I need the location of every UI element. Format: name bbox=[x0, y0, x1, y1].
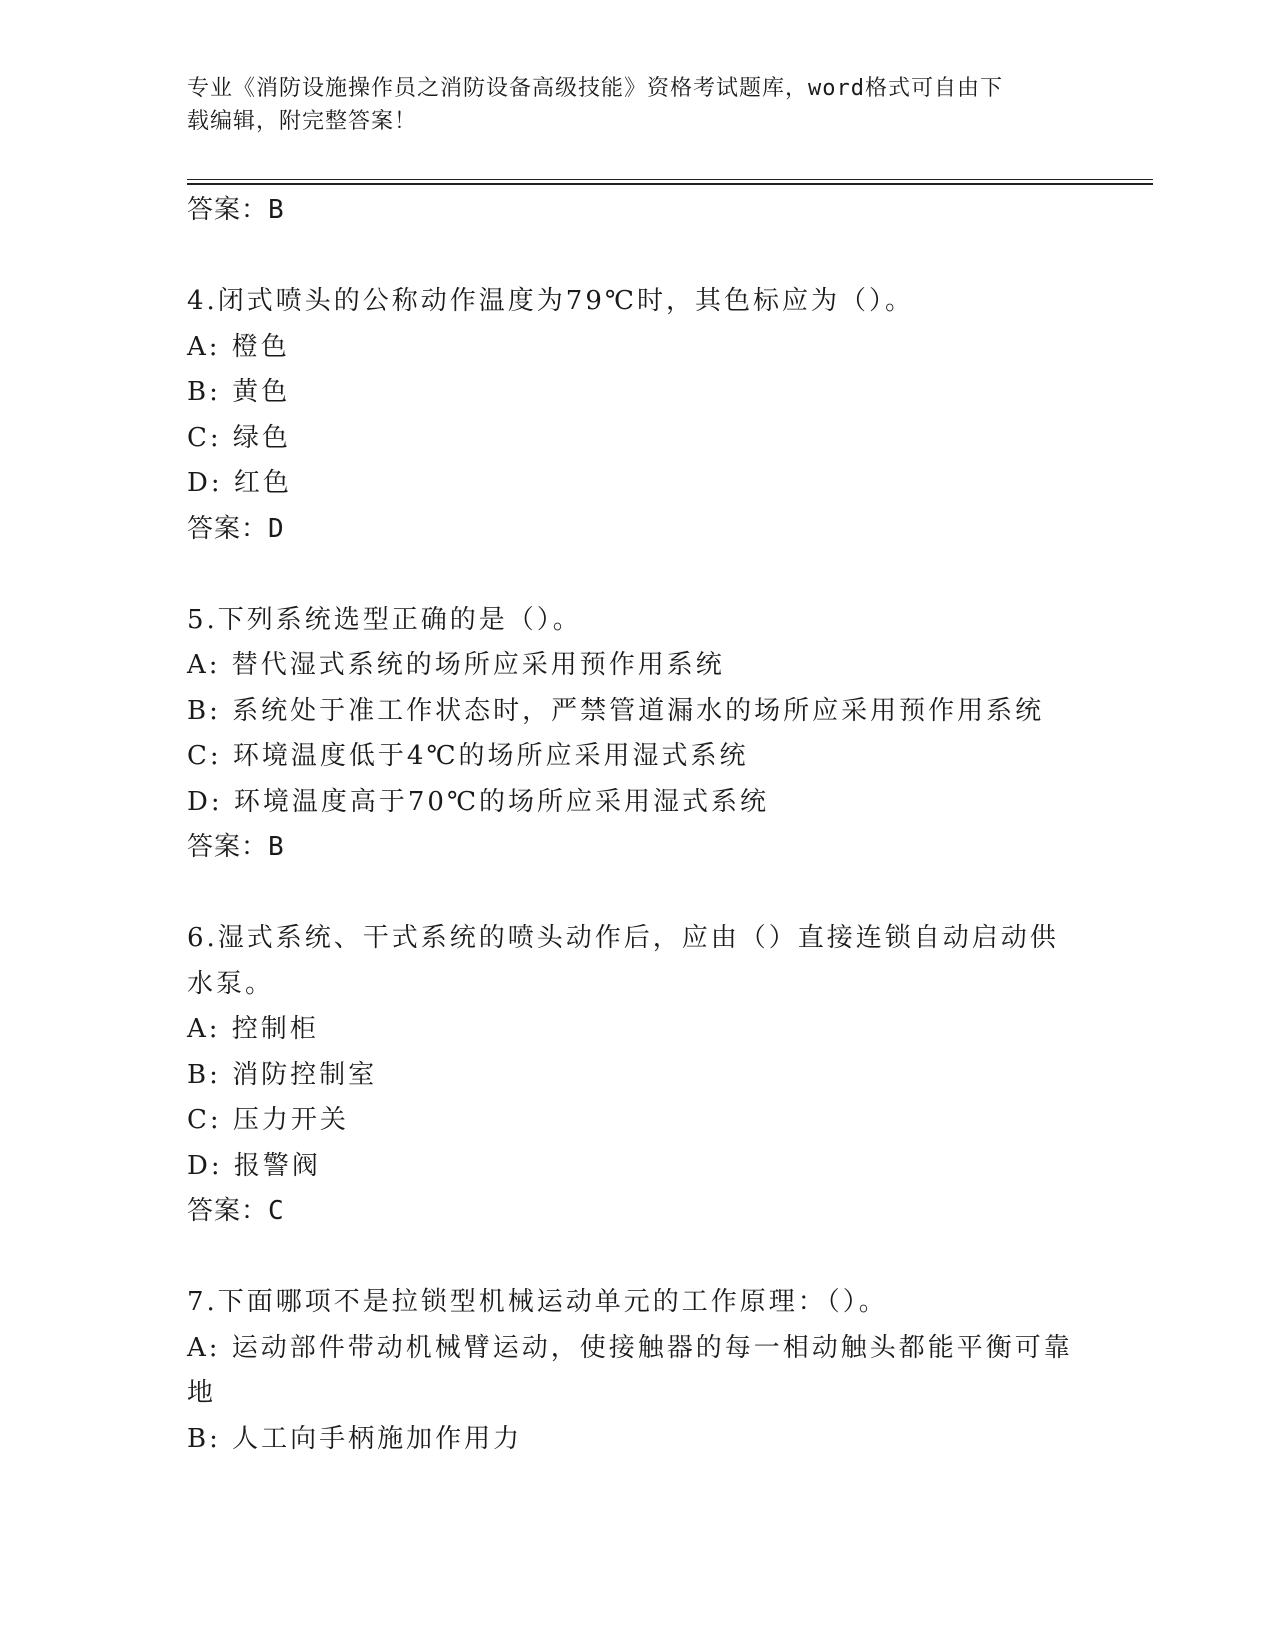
document-header bbox=[187, 72, 1067, 138]
option-d: D: 红色 bbox=[187, 468, 292, 498]
option-b: B: 人工向手柄施加作用力 bbox=[187, 1423, 523, 1454]
question-stem: 7.下面哪项不是拉锁型机械运动单元的工作原理：（）。 bbox=[187, 1287, 888, 1317]
spacer bbox=[187, 871, 1087, 917]
question-stem-line-2: 水泵。 bbox=[187, 968, 275, 999]
option-b: B: 黄色 bbox=[187, 377, 291, 407]
spacer bbox=[187, 1235, 1087, 1281]
previous-answer: 答案：B bbox=[187, 195, 285, 225]
header-line-2: 载编辑，附完整答案！ bbox=[187, 109, 418, 134]
question-stem: 4.闭式喷头的公称动作温度为79℃时，其色标应为（）。 bbox=[187, 286, 914, 316]
option-b: B: 系统处于准工作状态时，严禁管道漏水的场所应采用预作用系统 bbox=[187, 695, 1045, 726]
option-b: B: 消防控制室 bbox=[187, 1059, 378, 1090]
option-a: A: 控制柜 bbox=[187, 1014, 319, 1044]
answer-line: 答案：C bbox=[187, 1196, 285, 1226]
option-c: C: 环境温度低于4℃的场所应采用湿式系统 bbox=[187, 741, 749, 771]
option-a: A: 替代湿式系统的场所应采用预作用系统 bbox=[187, 650, 725, 680]
option-a: A: 橙色 bbox=[187, 331, 290, 362]
question-6 bbox=[187, 916, 1087, 1235]
question-7 bbox=[187, 1280, 1087, 1462]
question-stem-line-1: 6.湿式系统、干式系统的喷头动作后，应由（）直接连锁自动启动供 bbox=[187, 923, 1059, 953]
question-list bbox=[187, 188, 1087, 1462]
header-divider-thick bbox=[187, 183, 1153, 185]
option-c: C: 压力开关 bbox=[187, 1105, 349, 1135]
answer-line: 答案：B bbox=[187, 832, 285, 862]
option-d: D: 环境温度高于70℃的场所应采用湿式系统 bbox=[187, 786, 770, 817]
spacer bbox=[187, 234, 1087, 280]
spacer bbox=[187, 552, 1087, 598]
header-line-1: 专业《消防设施操作员之消防设备高级技能》资格考试题库，word格式可自由下 bbox=[187, 76, 1003, 101]
option-d: D: 报警阀 bbox=[187, 1150, 321, 1181]
question-4 bbox=[187, 279, 1087, 552]
question-5 bbox=[187, 598, 1087, 871]
option-c: C: 绿色 bbox=[187, 422, 291, 453]
question-stem: 5.下列系统选型正确的是（）。 bbox=[187, 604, 582, 635]
answer-line: 答案：D bbox=[187, 513, 285, 544]
option-a-line-2: 地 bbox=[187, 1378, 217, 1408]
option-a-line-1: A: 运动部件带动机械臂运动，使接触器的每一相动触头都能平衡可靠 bbox=[187, 1332, 1073, 1363]
header-divider-thin bbox=[187, 179, 1153, 180]
